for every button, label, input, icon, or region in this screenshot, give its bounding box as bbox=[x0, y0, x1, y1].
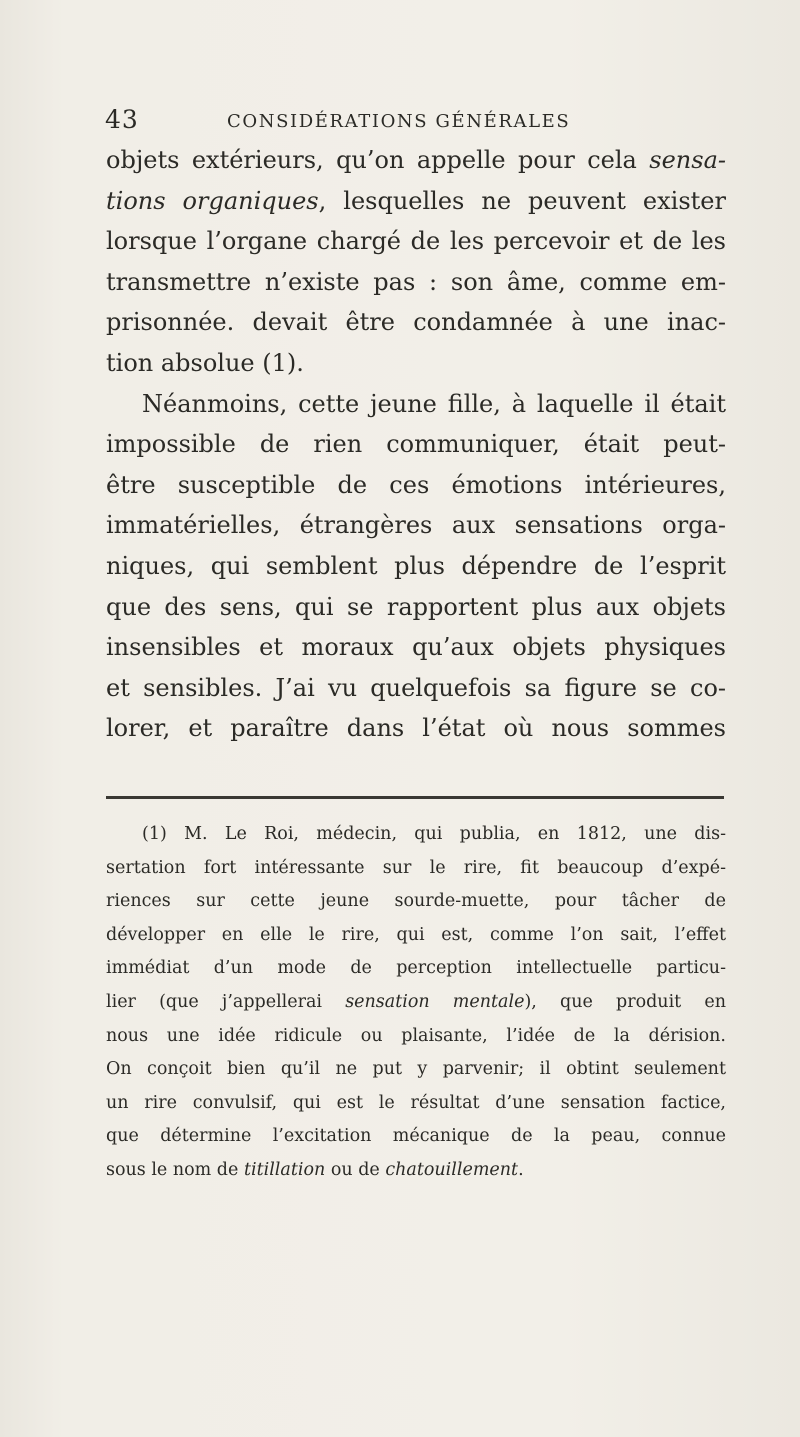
footnote-line bbox=[106, 1154, 726, 1188]
text-segment: prisonnée. devait être condamnée à une inac- bbox=[106, 308, 726, 337]
footnote-line bbox=[106, 919, 726, 953]
text-segment: immatérielles, étrangères aux sensations orga- bbox=[106, 511, 726, 540]
text-segment: sertation fort intéressante sur le rire, fit beaucoup d’expé- bbox=[106, 857, 726, 878]
text-segment: insensibles et moraux qu’aux objets physiques bbox=[106, 633, 726, 662]
text-segment: ou de bbox=[325, 1159, 386, 1180]
text-segment: lorer, et paraître dans l’état où nous sommes bbox=[106, 714, 726, 743]
text-segment: . bbox=[518, 1159, 524, 1180]
footnote bbox=[106, 818, 726, 1188]
page-number: 4​3 bbox=[105, 105, 139, 134]
text-segment: que détermine l’excitation mécanique de la peau, connue bbox=[106, 1126, 726, 1147]
text-line bbox=[106, 505, 726, 546]
footnote-line bbox=[106, 986, 726, 1020]
text-segment: être susceptible de ces émotions intérieures, bbox=[106, 470, 726, 499]
footnote-line bbox=[106, 852, 726, 886]
text-segment: un rire convulsif, qui est le résultat d’une sensation factice, bbox=[106, 1092, 726, 1113]
footnote-line bbox=[106, 885, 726, 919]
text-line bbox=[106, 140, 726, 181]
text-line bbox=[106, 384, 726, 425]
text-line bbox=[106, 587, 726, 628]
text-segment: ), que produit en bbox=[524, 991, 726, 1012]
italic-text: tions organiques bbox=[106, 186, 319, 215]
text-line bbox=[106, 708, 726, 749]
text-line bbox=[106, 181, 726, 222]
footnote-line bbox=[106, 1020, 726, 1054]
text-segment: Néanmoins, cette jeune fille, à laquelle il était bbox=[142, 389, 726, 418]
text-segment: immédiat d’un mode de perception intellectuelle particu- bbox=[106, 958, 726, 979]
text-line bbox=[106, 343, 726, 384]
footnote-line bbox=[106, 818, 726, 852]
text-segment: objets extérieurs, qu’on appelle pour cela bbox=[106, 146, 650, 174]
text-segment: et sensibles. J’ai vu quelquefois sa figure se co- bbox=[106, 673, 726, 702]
page-header bbox=[105, 105, 725, 139]
italic-text: sensa- bbox=[649, 146, 726, 174]
text-segment: que des sens, qui se rapportent plus aux objets bbox=[106, 592, 726, 621]
text-segment: transmettre n’existe pas : son âme, comme em- bbox=[106, 267, 726, 296]
text-line bbox=[106, 627, 726, 668]
text-segment: niques, qui semblent plus dépendre de l’esprit bbox=[106, 551, 726, 580]
text-segment: On conçoit bien qu’il ne put y parvenir; il obtint seulement bbox=[106, 1059, 726, 1080]
footnote-line bbox=[106, 1053, 726, 1087]
text-line bbox=[106, 221, 726, 262]
text-segment: nous une idée ridicule ou plaisante, l’idée de la dérision. bbox=[106, 1025, 726, 1046]
text-segment: tion absolue (1). bbox=[106, 348, 304, 377]
footnote-line bbox=[106, 1087, 726, 1121]
footnote-line bbox=[106, 952, 726, 986]
text-segment: sous le nom de bbox=[106, 1159, 244, 1180]
main-text bbox=[106, 140, 726, 749]
text-line bbox=[106, 465, 726, 506]
text-line bbox=[106, 262, 726, 303]
text-segment: (1) M. Le Roi, médecin, qui publia, en 1812, une dis- bbox=[142, 824, 726, 844]
italic-text: titillation bbox=[243, 1159, 326, 1180]
text-segment: , lesquelles ne peuvent exister bbox=[318, 186, 726, 215]
text-line bbox=[106, 668, 726, 709]
text-segment: impossible de rien communiquer, était peut- bbox=[106, 430, 726, 459]
text-segment: lorsque l’organe chargé de les percevoir et de les bbox=[106, 227, 726, 256]
text-line bbox=[106, 424, 726, 465]
footnote-line bbox=[106, 1120, 726, 1154]
text-line bbox=[106, 302, 726, 343]
footnote-rule bbox=[106, 796, 724, 799]
running-title: CONSIDÉRATIONS GÉNÉRALES bbox=[227, 111, 571, 132]
italic-text: chatouillement bbox=[385, 1159, 519, 1180]
text-line bbox=[106, 546, 726, 587]
italic-text: sensation mentale bbox=[345, 991, 525, 1012]
text-segment: lier (que j’appellerai bbox=[106, 991, 346, 1012]
text-segment: riences sur cette jeune sourde-muette, pour tâcher de bbox=[106, 891, 726, 912]
text-segment: développer en elle le rire, qui est, comme l’on sait, l’effet bbox=[106, 924, 726, 945]
